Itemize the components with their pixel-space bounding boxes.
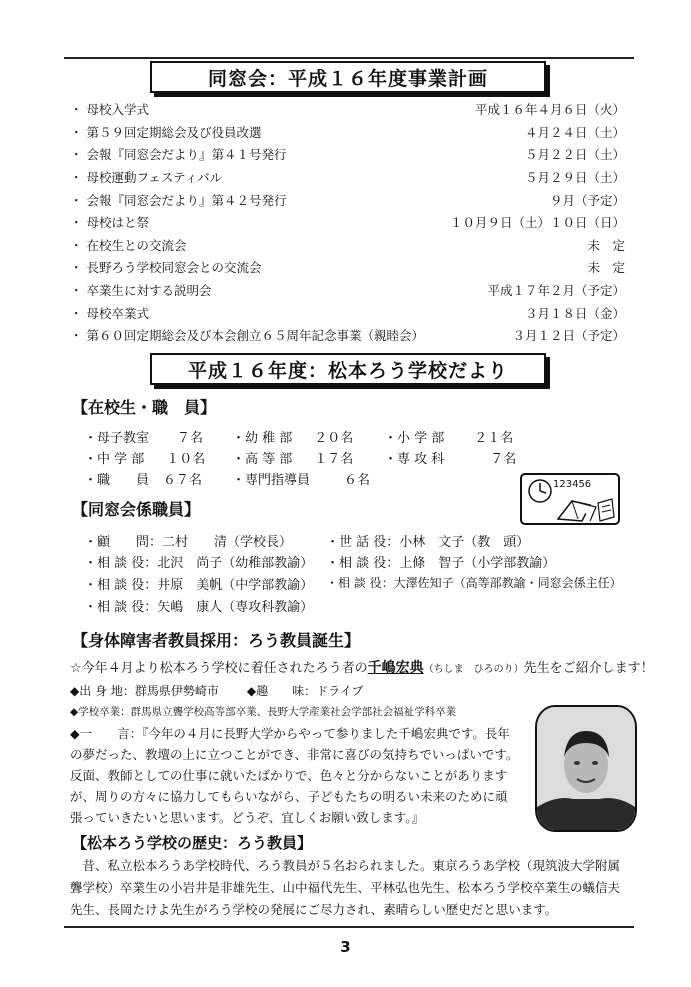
plan-title: 同窓会：平成１６年度事業計画 [207, 67, 488, 90]
schedule-row: ・ 在校生との交流会 未 定 [70, 237, 625, 253]
student-count: ７名 [177, 431, 204, 446]
student-count: ７名 [490, 452, 517, 467]
schedule-row: ・ 卒業生に対する説明会 平成１７年２月（予定） [70, 283, 625, 299]
history-line: 先生、長岡たけよ先生がろう学校の発展にご尽力され、素晴らしい歴史だと思います。 [70, 902, 558, 917]
quote-line: の夢だった、教壇の上に立つことができ、非常に喜びの気持ちでいっぱいです。 [70, 747, 519, 762]
staff-role: 相 談 役 [339, 556, 387, 571]
staff-role: 相 談 役 [97, 556, 145, 571]
top-rule [64, 57, 634, 59]
quote-line: 反面、教師としての仕事に就いたばかりで、色々と分からないことがあります [70, 768, 508, 783]
education-line: ◆学校卒業：群馬県立聾学校高等部卒業、長野大学産業社会学部社会福祉学科卒業 [70, 706, 457, 718]
staff-person: 上條 智子（小学部教諭） [399, 556, 556, 571]
schedule-label: 在校生との交流会 [86, 237, 187, 253]
birthplace: ◆出 身 地：群馬県伊勢崎市 [70, 684, 219, 698]
staff-person: 小林 文子（教 頭） [399, 535, 530, 550]
schedule-date: 平成１７年２月（予定） [487, 283, 625, 299]
schedule-row: ・ 長野ろう学校同窓会との交流会 未 定 [70, 260, 625, 276]
schedule-date: 未 定 [587, 237, 625, 253]
schedule-row: ・ 第６０回定期総会及び本会創立６５周年記念事業（親睦会） ３月１２日（予定） [70, 328, 625, 344]
history-line: 聾学校）卒業生の小岩井是非雄先生、山中福代先生、平林弘也先生、松本ろう学校卒業生の蟻信夫 [70, 880, 621, 895]
quote-paragraph [70, 723, 518, 828]
staff-person: 大澤佐知子（高等部教諭・同窓会係主任） [393, 576, 622, 590]
schedule-date: ３月１８日（金） [524, 305, 625, 321]
staff-person: 北沢 尚子（幼稚部教諭） [157, 556, 314, 571]
staff-heading: 【同窓会係職員】 [72, 500, 201, 519]
student-label: 専 攻 科 [397, 452, 445, 467]
schedule-date: ５月２９日（土） [524, 170, 625, 186]
staff-grid: ・顧 問：二村 清（学校長） ・世 話 役：小林 文子（教 頭） ・相 談 役：北沢 尚子（幼稚部教諭） ・相 談 役：上條 智子（小学部教諭） ・相 談 役：井原 美帆（中学部教諭） ・相 談 役：大澤佐知子（高等部教諭・同窓会係主任） ・相 談 役：矢嶋 康人（専攻科教諭） [84, 535, 622, 615]
portrait-image [537, 707, 635, 830]
schedule-date: １０月９日（土）１０日（日） [449, 215, 625, 231]
student-count: １７名 [314, 452, 354, 467]
teacher-name: 千嶋宏典 [367, 660, 424, 676]
staff-role: 世 話 役 [339, 535, 387, 550]
schedule-label: 母校卒業式 [86, 305, 150, 321]
schedule-list [70, 98, 625, 347]
intro-pre: ☆今年４月より松本ろう学校に着任されたろう者の [70, 661, 368, 676]
bottom-rule [64, 926, 634, 928]
quote-line: が、周りの方々に協力してもらいながら、子どもたちの明るい未来のために頑 [70, 789, 508, 804]
schedule-label: 母校運動フェスティバル [86, 170, 223, 186]
history-line: 昔、私立松本ろうあ学校時代、ろう教員が５名おられました。東京ろうあ学校（現筑波大学附属 [70, 858, 621, 873]
student-label: 小 学 部 [397, 431, 445, 446]
intro-line [70, 658, 654, 680]
schedule-label: 長野ろう学校同窓会との交流会 [86, 260, 262, 276]
student-label: 専門指導員 [245, 473, 311, 488]
quote-line: ◆一 言：『今年の４月に長野大学からやって参りました千嶋宏典です。長年 [70, 726, 510, 741]
student-count: １０名 [166, 452, 206, 467]
history-heading: 【松本ろう学校の歴史：ろう教員】 [72, 834, 313, 852]
staff-role: 相 談 役 [338, 576, 382, 590]
schedule-date: ５月２２日（土） [524, 147, 625, 163]
teacher-photo [535, 705, 637, 832]
schedule-row: ・ 母校運動フェスティバル ５月２９日（土） [70, 170, 625, 186]
staff-person: 井原 美帆（中学部教諭） [157, 578, 314, 593]
schedule-row: ・ 母校はと祭 １０月９日（土）１０日（日） [70, 215, 625, 231]
student-label: 高 等 部 [245, 452, 293, 467]
school-news-title-box [150, 353, 546, 385]
hobby: ◆趣 味：ドライブ [246, 684, 364, 698]
students-grid: ・母子教室 ７名 ・幼 稚 部 ２０名 ・小 学 部 ２１名 ・中 学 部 １０名 ・高 等 部 １７名 ・専 攻 科 ７名 ・職 員 ６７名 ・専門指導員 ６名 [84, 431, 517, 488]
teacher-hire-heading: 【身体障害者教員採用：ろう教員誕生】 [72, 631, 361, 650]
schedule-row: ・ 母校入学式 平成１６年４月６日（火） [70, 102, 625, 118]
schedule-date: ３月１２日（予定） [512, 328, 625, 344]
schedule-label: 卒業生に対する説明会 [86, 283, 212, 299]
student-count: ６名 [344, 473, 371, 488]
staff-role: 相 談 役 [97, 600, 145, 615]
schedule-row: ・ 母校卒業式 ３月１８日（金） [70, 305, 625, 321]
staff-person: 二村 清（学校長） [162, 535, 293, 550]
schedule-label: 会報『同窓会だより』第４２号発行 [86, 192, 287, 208]
student-count: ２０名 [314, 431, 354, 446]
schedule-label: 会報『同窓会だより』第４１号発行 [86, 147, 287, 163]
student-count: ６７名 [163, 473, 203, 488]
clock-digits: 123456 [553, 479, 592, 490]
intro-post: 先生をご紹介します！ [523, 661, 654, 676]
history-paragraph [70, 855, 620, 921]
student-label: 母子教室 [97, 431, 150, 446]
schedule-label: 第５９回定期総会及び役員改選 [86, 124, 262, 140]
student-label: 幼 稚 部 [245, 431, 293, 446]
schedule-label: 母校入学式 [86, 102, 150, 118]
student-count: ２１名 [474, 431, 514, 446]
student-label: 職 員 [97, 473, 150, 488]
schedule-label: 第６０回定期総会及び本会創立６５周年記念事業（親睦会） [86, 328, 425, 344]
schedule-date: ４月２４日（土） [524, 124, 625, 140]
staff-person: 矢嶋 康人（専攻科教諭） [157, 600, 314, 615]
plan-title-box [150, 61, 546, 93]
page-number: 3 [340, 938, 351, 956]
clock-book-illustration [520, 473, 620, 525]
students-heading: 【在校生・職 員】 [72, 398, 217, 417]
schedule-row: ・ 会報『同窓会だより』第４２号発行 ９月（予定） [70, 192, 625, 208]
schedule-date: 未 定 [587, 260, 625, 276]
schedule-row: ・ 第５９回定期総会及び役員改選 ４月２４日（土） [70, 124, 625, 140]
student-label: 中 学 部 [97, 452, 145, 467]
schedule-label: 母校はと祭 [86, 215, 150, 231]
staff-role: 顧 問 [97, 535, 150, 550]
school-news-title: 平成１６年度：松本ろう学校だより [187, 359, 508, 382]
schedule-date: ９月（予定） [549, 192, 625, 208]
staff-role: 相 談 役 [97, 578, 145, 593]
teacher-reading: （ちしま ひろのり） [423, 664, 524, 675]
schedule-date: 平成１６年４月６日（火） [474, 102, 625, 118]
schedule-row: ・ 会報『同窓会だより』第４１号発行 ５月２２日（土） [70, 147, 625, 163]
profile-line [70, 681, 363, 701]
quote-line: 張っていきたいと思います。どうぞ、宜しくお願い致します。』 [70, 810, 425, 825]
